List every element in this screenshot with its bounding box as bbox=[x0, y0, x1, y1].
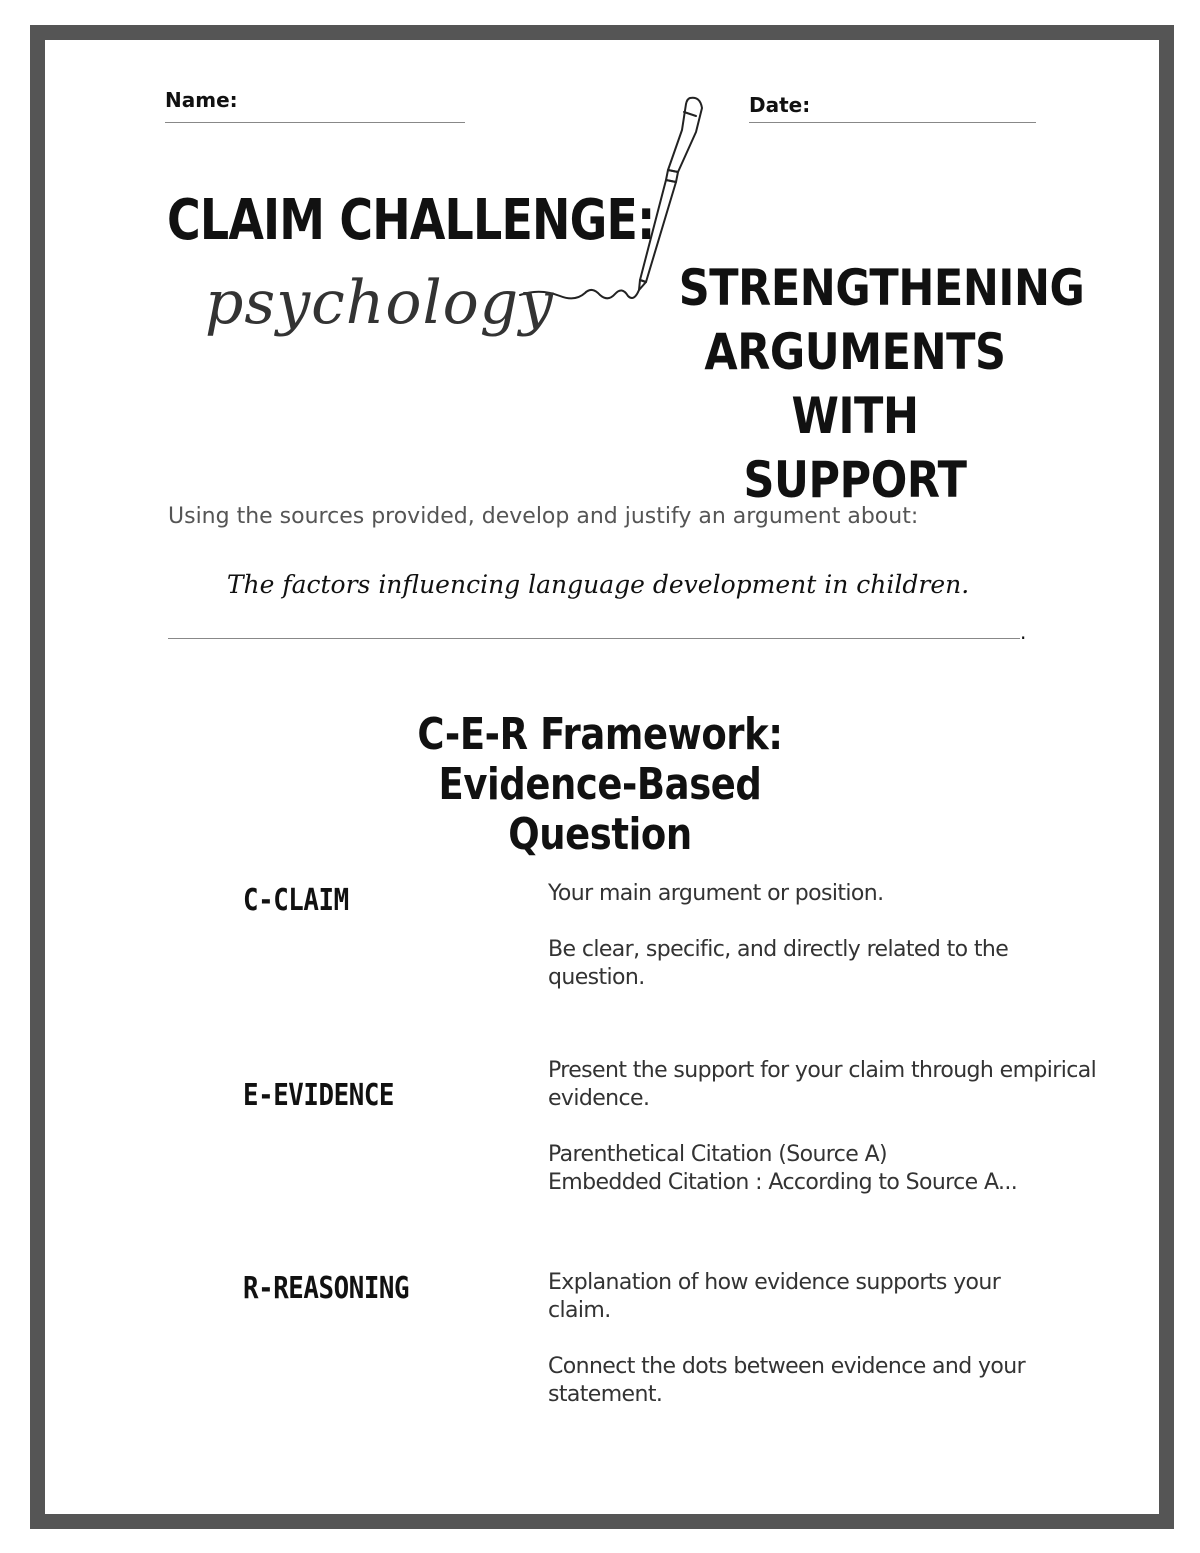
claim-desc-1: Your main argument or position. bbox=[548, 881, 884, 906]
subtitle-line-1: STRENGTHENING bbox=[678, 259, 1085, 317]
subtitle bbox=[678, 256, 1085, 512]
reasoning-label: R-REASONING bbox=[243, 1271, 410, 1306]
evidence-label: E-EVIDENCE bbox=[243, 1078, 395, 1113]
title-script: psychology bbox=[205, 268, 555, 338]
framework-title bbox=[348, 710, 852, 860]
claim-description bbox=[548, 880, 1088, 1020]
title-main: CLAIM CHALLENGE: bbox=[167, 188, 655, 253]
date-label: Date: bbox=[749, 93, 811, 117]
framework-title-line-1: C-E-R Framework: bbox=[417, 709, 783, 760]
subtitle-line-3: WITH SUPPORT bbox=[743, 387, 967, 509]
evidence-description bbox=[548, 1057, 1108, 1225]
claim-desc-2: Be clear, specific, and directly related to the question. bbox=[548, 937, 1009, 990]
framework-title-line-2: Evidence-Based Question bbox=[438, 759, 762, 860]
evidence-desc-1: Present the support for your claim through empirical evidence. bbox=[548, 1058, 1097, 1111]
subtitle-line-2: ARGUMENTS bbox=[704, 323, 1006, 381]
reasoning-desc-2: Connect the dots between evidence and your statement. bbox=[548, 1354, 1026, 1407]
evidence-desc-2: Parenthetical Citation (Source A) Embedded Citation : According to Source A... bbox=[548, 1142, 1018, 1195]
reasoning-description bbox=[548, 1269, 1048, 1437]
date-line bbox=[749, 122, 1036, 123]
name-line bbox=[165, 122, 465, 123]
answer-line[interactable] bbox=[168, 638, 1020, 639]
instruction-text: Using the sources provided, develop and justify an argument about: bbox=[168, 504, 919, 529]
answer-line-period: . bbox=[1020, 620, 1027, 644]
topic-text: The factors influencing language development in children. bbox=[226, 570, 970, 599]
name-label: Name: bbox=[165, 88, 238, 112]
reasoning-desc-1: Explanation of how evidence supports your claim. bbox=[548, 1270, 1001, 1323]
claim-label: C-CLAIM bbox=[243, 883, 349, 918]
